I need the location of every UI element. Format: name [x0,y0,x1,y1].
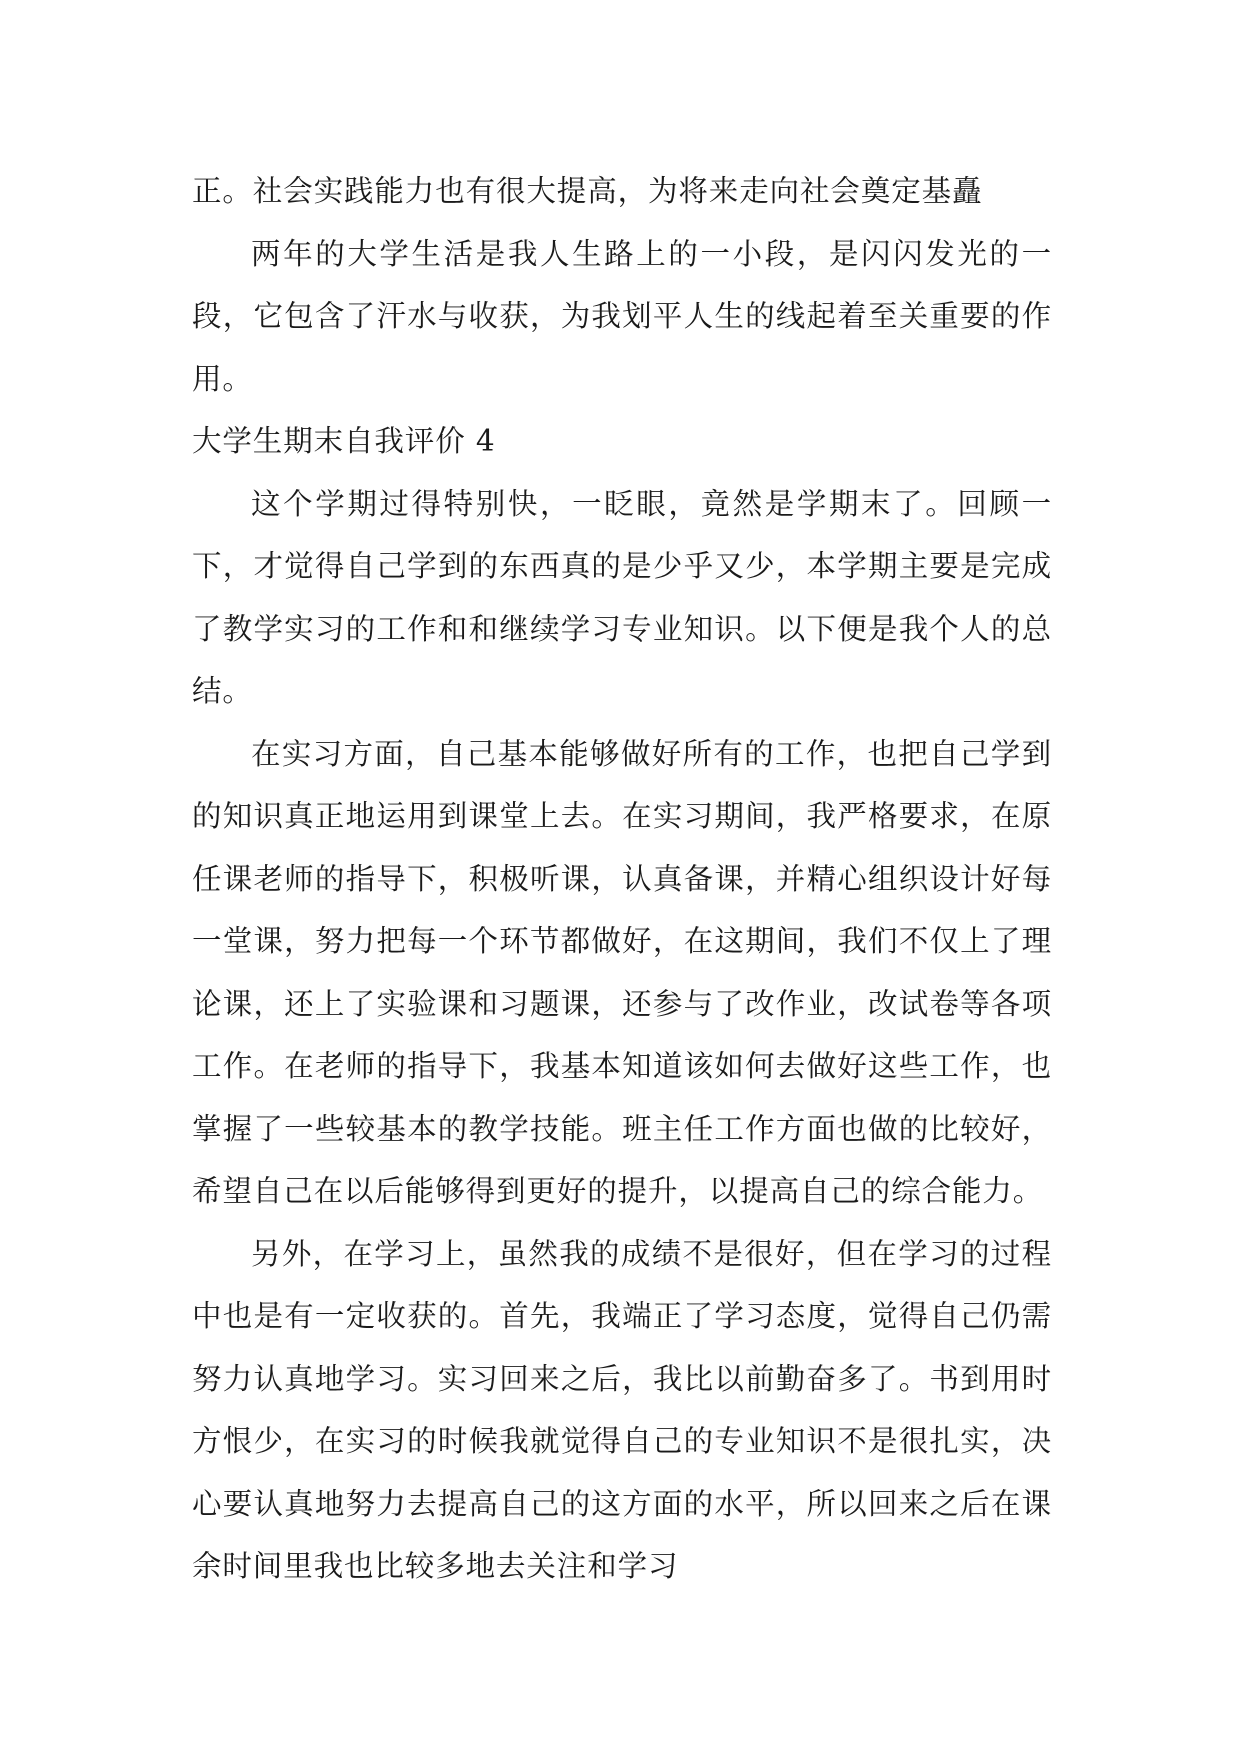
paragraph-university-life: 两年的大学生活是我人生路上的一小段，是闪闪发光的一段，它包含了汗水与收获，为我划平人生的线起着至关重要的作用。 [192,236,1052,396]
document-body [192,160,1052,1598]
paragraph-internship: 在实习方面，自己基本能够做好所有的工作，也把自己学到的知识真正地运用到课堂上去。在实习期间，我严格要求，在原任课老师的指导下，积极听课，认真备课，并精心组织设计好每一堂课，努力把每一个环节都做好，在这期间，我们不仅上了理论课，还上了实验课和习题课，还参与了改作业，改试卷等各项工作。在老师的指导下，我基本知道该如何去做好这些工作，也掌握了一些较基本的教学技能。班主任工作方面也做的比较好，希望自己在以后能够得到更好的提升，以提高自己的综合能力。 [192,736,1052,1208]
paragraph-semester-review: 这个学期过得特别快，一眨眼，竟然是学期末了。回顾一下，才觉得自己学到的东西真的是少乎又少，本学期主要是完成了教学实习的工作和和继续学习专业知识。以下便是我个人的总结。 [192,486,1052,708]
paragraph-study: 另外，在学习上，虽然我的成绩不是很好，但在学习的过程中也是有一定收获的。首先，我端正了学习态度，觉得自己仍需努力认真地学习。实习回来之后，我比以前勤奋多了。书到用时方恨少，在实习的时候我就觉得自己的专业知识不是很扎实，决心要认真地努力去提高自己的这方面的水平，所以回来之后在课余时间里我也比较多地去关注和学习 [192,1236,1052,1583]
paragraph-continuation: 正。社会实践能力也有很大提高，为将来走向社会奠定基矗 [192,174,983,208]
section-title: 大学生期末自我评价 4 [192,424,496,458]
